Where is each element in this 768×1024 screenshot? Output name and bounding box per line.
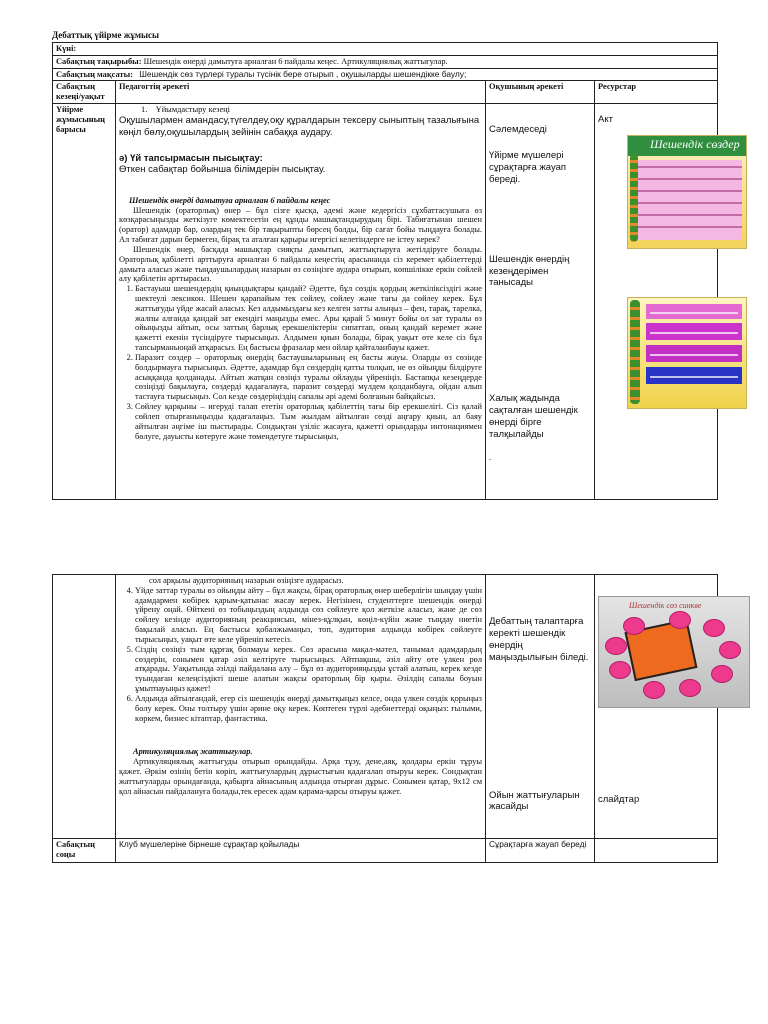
stage-cell-process: Үйірме жұмысының барысы xyxy=(53,104,116,500)
col-resources-header: Ресурстар xyxy=(595,81,718,104)
student-greet: Сәлемдеседі xyxy=(489,124,547,136)
stage-cell-continued xyxy=(53,575,116,839)
teacher-cell-end: Клуб мүшелеріне бірнеше сұрақтар қойылады xyxy=(116,839,486,863)
goal-value: Шешендік сөз түрлері туралы түсінік бере отырып , оқушыларды шешендікке баулу; xyxy=(139,68,467,79)
vine-decoration-icon xyxy=(630,154,638,242)
students-cell-process xyxy=(486,104,595,500)
org-text: Оқушылармен амандасу,түгелдеу,оқу құралдарын тексеру сыныптың тазалығына көңіл бөлу,оқушылардың зейінін сабаққа аудару. xyxy=(119,114,480,138)
col-stage-header: Сабақтың кезеңі/уақыт xyxy=(53,81,116,104)
col-teacher-header: Педагогтің әрекеті xyxy=(116,81,486,104)
goal-cell: Сабақтың мақсаты: Шешендік сөз түрлері туралы түсінік бере отырып , оқушыларды шешендікке баулу; xyxy=(53,68,718,81)
topic-cell: Сабақтың тақырыбы: Шешендік өнерді дамытуға арналған 6 пайдалы кеңес. Артикуляциялық жаттығулар. xyxy=(53,55,718,68)
advice-list-continued xyxy=(119,586,482,724)
student-answer: Үйірме мүшелері сұрақтарға жауап береді. xyxy=(489,150,567,185)
org-heading: 1. Ұйымдастыру кезеңі xyxy=(141,105,230,115)
articulation-text: Артикуляциялық жаттығуды отырып орындайды. Арқа тұзу, дене,аяқ, қолдары еркін тұруы қажет. Әркім өзінің бетін көріп, жаттығулардың дұрыстығын қадағалап отыруы керек. Сондықтан жаттығуларды орындағанда, қабырға айнасының алдында отырған дұрыс. Сонымен қатар, 9х12 см қол айнасын пайдалануға болады,тек ересек адам қарама-қарсы отыруы қажет. xyxy=(119,757,482,796)
slide-orator-words xyxy=(627,135,747,249)
homework-heading: ә) Үй тапсырмасын пысықтау: xyxy=(119,152,263,164)
advice-item: 1. Бастауыш шешендердің қиындықтары қандай? Әдетте, бұл сөздік қордың жеткіліксіздігі және шектеулі лексикон. Шешен қарапайым тек сөйлеу, сөйлеу және тағы да сөйлеу керек. Бұл жаттығуды үйде жасай аласыз. Кез алдымыздағы кез келген затты алыңыз – фен, тарақ, тарелка, жалпы алғанда қандай зат екендігі маңызды емес. Ары қарай 5 минут бойы ол зат туралы өз ойыңызды айтып, осы заттың барлық ерекшеліктерін сипаттап, оның қандай керемет және қажетті екенін түсіндіруге тырысыңыз. Алдымен қиын болады, бірақ уақыт өте келе сіз бұл тапсырманыоңай атқарасыз. Ең бастысы фразалар мен ойлар қайталанбауы қажет. xyxy=(135,284,482,353)
advice-list xyxy=(119,284,482,441)
day-cell: Күні: xyxy=(53,43,718,56)
advice-item: 5. Сіздің сөзіңіз тым құрғақ болмауы керек. Сөз арасына мақал-мәтел, танымал адамдардың сөздерін, сонымен қатар әзіл келтіруге тырысыңыз. Айтпақшы, әзіл айту өте үлкен рөл атқарады. Уақытында әзілді пайдалана алу – бұл өз аудиторияңызды ұстай алатын, керек кезде туындаған келеңсіздікті шеше алатын жақсы ораторлың бір қыры. Әзілдің сапалы боуын ұмытпауыңыз қажет! xyxy=(135,645,482,694)
resource-act: Акт xyxy=(598,114,613,126)
resources-cell-end xyxy=(595,839,718,863)
stage-cell-end: Сабақтың соңы xyxy=(53,839,116,863)
advice-item: 3. Сөйлеу қарқыны – игеруді талап ететін ораторлық қабілеттің тағы бір ерекшелігі. Сіз қалай сөйлеп отырғаныңызды қадағалаңыз. Тым жылдам айтылған сөзді аңғару қиын, ал баяу айтылған әңгіме іш пыстырады. Сондықтан үзіліс жасауға, қажетті орындарды интонациямен бөлуге, дауысты көтеруге және төмендетуге тырысыңыз, xyxy=(135,402,482,441)
students-cell-continued xyxy=(486,575,595,839)
student-dot: . xyxy=(489,452,492,462)
col-students-header: Оқушының әрекеті xyxy=(486,81,595,104)
resource-slides: слайдтар xyxy=(598,794,640,805)
student-meet: Шешендік өнердің кезеңдерімен танысады xyxy=(489,253,570,289)
advice-item: 4. Үйде заттар туралы өз ойыңды айту – бұл жақсы, бірақ ораторлық өнер шеберлігін шыңдау үшін адамдармен көбірек қарым-қатынас жасау керек. Негізінен, студенттерге шешендік өнерді үйрену оңай. Өйткені өз тобыңыздың алдында сөз сөйлеуге қол жеткізе аласыз, және де сөз сөйлеу кезінде аудиторияның реакциясын, мінез-құлқын, көңіл-күйін және тыңдау ниетін бақылай аласыз. Ең бастысы қобалжымаңыз, топ, аудитория алдында көбірек сөйлеуге тырысыңыз, уақыт өте келе үйреніп кетесіз. xyxy=(135,586,482,645)
advice-paragraph-2: Шешендік өнер, басқада машықтар сияқты дамытып, жаттықтыруға жетілдіруге болады. Ораторлық қабілетті арттыруға арналған 6 пайдалы кеңестің арасынанда сіз керемет қабілеттерді дамыта аласыз және тыңдаушылардың назарын өз сөзіңізге аудара отырып, көпшілікке еркін сөйлей алу қабілетін арттырасыз. xyxy=(119,244,482,284)
advice-item: 2. Паразит сөздер – ораторлық өнердің бастаушыларының ең басты жауы. Оларды өз сөзінде болдырмауға тырысыңыз. Әдетте, адамдар бұл сөздердің қатты толқып, не өз ойыңды білдіруге асыққанда қолданады. Айтып жатқан сөзіңіз туралы ойлауды үйреніңіз. Бастапқы кезеңдерде сөзіңізді бақылауға, сөздерді қадағалауға, паразит сөздерді мүлдем қолданбауға, ойдан алып тастауға тырысыңыз. Сол кезде сөздеріңіздің сапалы әрі әдемі болғанын байқайсыз. xyxy=(135,353,482,402)
students-cell-end: Сұрақтарға жауап береді xyxy=(486,839,595,863)
student-debate: Дебаттың талаптарға керекті шешендік өнердің маңыздылығын біледі. xyxy=(489,616,589,663)
advice-item: 6. Алдында айтылғандай, егер сіз шешендік өнерді дамытқыңыз келсе, онда үлкен сөздік қорыңыз болу керек. Оны толтыру үшін әрине оқу керек. Көптеген түрлі әдебиеттерді оқыңыз: ғылыми, көркем, бизнес кітаптар, фантастика. xyxy=(135,694,482,723)
articulation-heading: Артикуляциялық жаттығулар. xyxy=(133,747,253,757)
lesson-plan-table xyxy=(52,42,718,500)
continued-line: сол арқылы аудиторияның назарын өзіңізге аударасыз. xyxy=(149,576,344,585)
homework-text: Өткен сабақтар бойынша білімдерін пысықтау. xyxy=(119,163,326,175)
topic-value: Шешендік өнерді дамытуға арналған 6 пайдалы кеңес. Артикуляциялық жаттығулар. xyxy=(143,56,448,66)
student-games: Ойын жаттығуларын жасайды xyxy=(489,789,580,813)
slide-title: Шешендік сөздер xyxy=(650,137,740,151)
advice-heading: Шешендік өнерді дамытуға арналған 6 пайдалы кеңес xyxy=(129,195,331,205)
page-title: Дебаттық үйірме жұмысы xyxy=(52,30,160,40)
student-memory: Халық жадында сақталған шешендік өнерді бірге талқылайды xyxy=(489,393,578,440)
slide-orators xyxy=(627,297,747,409)
slide-syncwine xyxy=(598,596,750,708)
teacher-cell-process xyxy=(116,104,486,500)
advice-paragraph-1: Шешендік (ораторлық) өнер – бұл сізге қысқа, әдемі және кедергісіз сұхбаттасушыға өз көзқарасыңызды жеткізуге көмектесетін ең құнды машықтандырудың бірі. Табиғатынан шешен (оратор) адамдар бар, олардың тек бір тақырыпты бөрсең болды, бір сағат бойы тыңдауға болады. Ал табиғат дарын бермеген, бірақ та аталған қарыры игергісі келетіндерге не істеу керек? xyxy=(119,205,482,245)
slide-title: Шешендік сөз синкве xyxy=(629,601,702,610)
teacher-cell-continued xyxy=(116,575,486,839)
vine-decoration-icon xyxy=(630,300,640,404)
